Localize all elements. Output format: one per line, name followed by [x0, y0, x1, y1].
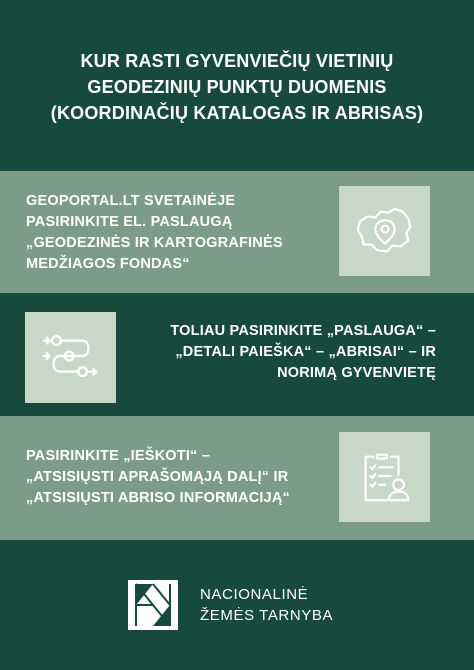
step-1-line-2: PASIRINKITE EL. PASLAUGĄ — [26, 214, 233, 230]
title-line-2: GEODEZINIŲ PUNKTŲ DUOMENIS — [87, 77, 387, 97]
step-3-text — [26, 446, 346, 509]
title-line-3: (KOORDINAČIŲ KATALOGAS IR ABRISAS) — [50, 103, 424, 123]
org-line-2: ŽEMĖS TARNYBA — [200, 607, 334, 624]
step-2-line-1: TOLIAU PASIRINKITE „PASLAUGA“ – — [170, 323, 436, 339]
flow-path-icon — [40, 327, 102, 389]
step-3-line-1: PASIRINKITE „IEŠKOTI“ – — [26, 448, 210, 464]
step-3-line-3: „ATSISIŲSTI ABRISO INFORMACIJĄ“ — [26, 490, 290, 506]
step-3-icon-box — [339, 432, 430, 522]
organization-name — [200, 584, 333, 626]
clipboard-user-icon — [354, 446, 416, 508]
nzt-logo — [128, 580, 178, 630]
step-3-line-2: „ATSISIŲSTI APRAŠOMĄJĄ DALĮ“ IR — [26, 469, 289, 485]
step-1-text — [26, 191, 326, 275]
step-2-line-3: NORIMĄ GYVENVIETĘ — [277, 365, 436, 381]
lithuania-map-pin-icon — [354, 200, 416, 262]
step-1-icon-box — [339, 186, 430, 276]
step-1-line-3: „GEODEZINĖS IR KARTOGRAFINĖS — [26, 235, 283, 251]
org-line-1: NACIONALINĖ — [200, 586, 309, 603]
step-1-line-1: GEOPORTAL.LT SVETAINĖJE — [26, 193, 236, 209]
step-2-line-2: „DETALI PAIEŠKA“ – „ABRISAI“ – IR — [175, 344, 436, 360]
step-2-icon-box — [25, 312, 116, 403]
page-title — [20, 48, 454, 126]
step-1-line-4: MEDŽIAGOS FONDAS“ — [26, 256, 190, 272]
nzt-logo-icon — [128, 580, 178, 630]
title-line-1: KUR RASTI GYVENVIEČIŲ VIETINIŲ — [80, 51, 394, 71]
step-2-text — [126, 321, 436, 384]
